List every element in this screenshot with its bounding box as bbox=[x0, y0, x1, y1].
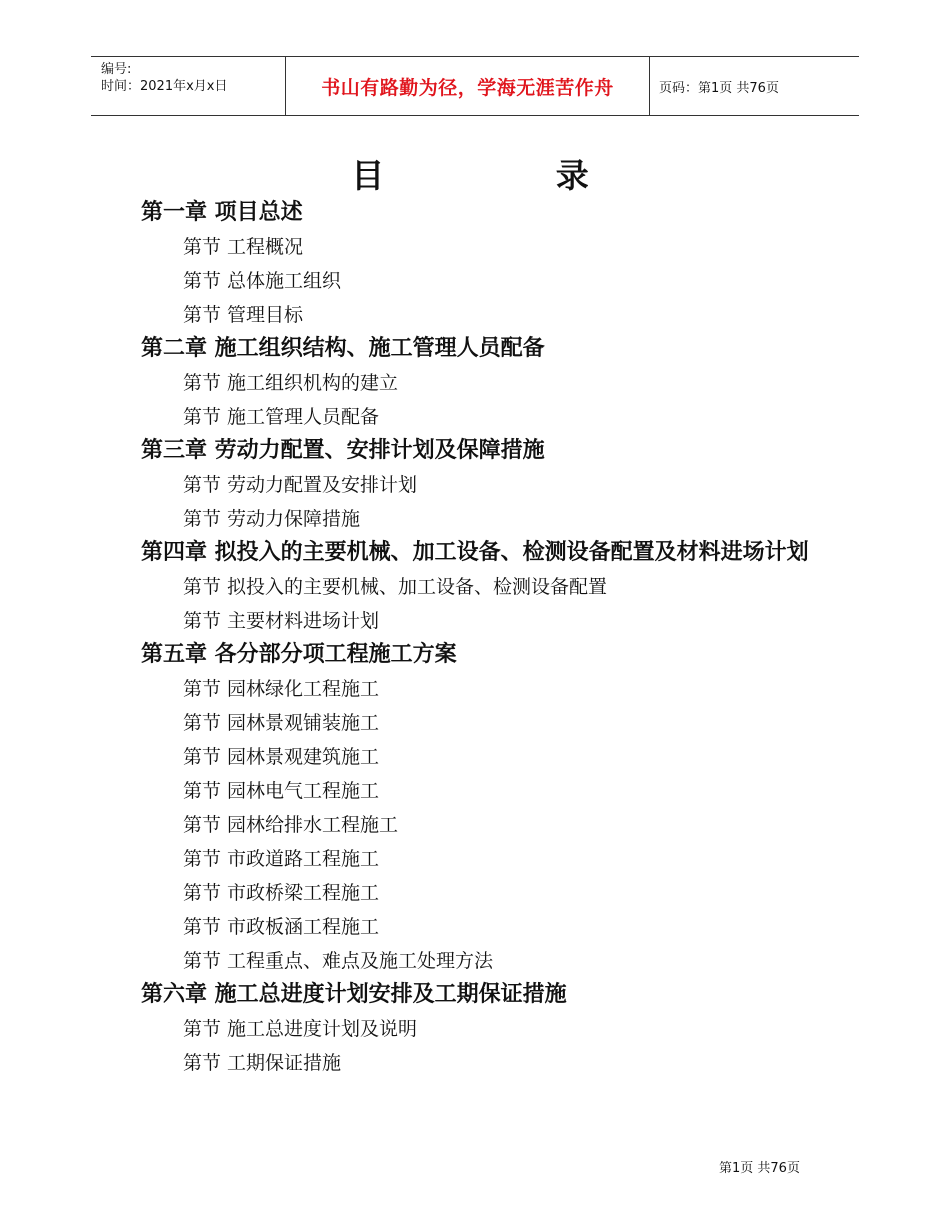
chapter-5-section-1: 第节 园林绿化工程施工 bbox=[183, 678, 380, 700]
chapter-3-title: 第三章 劳动力配置、安排计划及保障措施 bbox=[141, 438, 545, 463]
chapter-2-section-1: 第节 施工组织机构的建立 bbox=[183, 372, 399, 394]
chapter-6-title: 第六章 施工总进度计划安排及工期保证措施 bbox=[141, 982, 567, 1007]
chapter-5-title: 第五章 各分部分项工程施工方案 bbox=[141, 642, 457, 667]
chapter-1-section-1: 第节 工程概况 bbox=[183, 236, 304, 258]
chapter-3-section-1: 第节 劳动力配置及安排计划 bbox=[183, 474, 418, 496]
chapter-2-section-2: 第节 施工管理人员配备 bbox=[183, 406, 380, 428]
chapter-6-section-2: 第节 工期保证措施 bbox=[183, 1052, 342, 1074]
header-number-label: 编号: bbox=[101, 62, 132, 77]
chapter-5-section-7: 第节 市政桥梁工程施工 bbox=[183, 882, 380, 904]
header-time-label: 时间：2021年x月x日 bbox=[101, 79, 228, 94]
chapter-3-section-2: 第节 劳动力保障措施 bbox=[183, 508, 361, 530]
chapter-4-title: 第四章 拟投入的主要机械、加工设备、检测设备配置及材料进场计划 bbox=[141, 540, 809, 565]
chapter-5-section-3: 第节 园林景观建筑施工 bbox=[183, 746, 380, 768]
chapter-4-section-1: 第节 拟投入的主要机械、加工设备、检测设备配置 bbox=[183, 576, 608, 598]
chapter-5-section-9: 第节 工程重点、难点及施工处理方法 bbox=[183, 950, 494, 972]
chapter-5-section-4: 第节 园林电气工程施工 bbox=[183, 780, 380, 802]
page-footer: 第1页 共76页 bbox=[719, 1161, 800, 1176]
table-of-contents bbox=[141, 196, 831, 1080]
chapter-1-title: 第一章 项目总述 bbox=[141, 200, 303, 225]
header-meta bbox=[91, 57, 286, 115]
chapter-1-section-2: 第节 总体施工组织 bbox=[183, 270, 342, 292]
chapter-2-title: 第二章 施工组织结构、施工管理人员配备 bbox=[141, 336, 545, 361]
chapter-4-section-2: 第节 主要材料进场计划 bbox=[183, 610, 380, 632]
chapter-5-section-5: 第节 园林给排水工程施工 bbox=[183, 814, 399, 836]
header-motto: 书山有路勤为径，学海无涯苦作舟 bbox=[286, 57, 650, 115]
header-page-info: 页码：第1页 共76页 bbox=[659, 80, 779, 96]
chapter-5-section-8: 第节 市政板涵工程施工 bbox=[183, 916, 380, 938]
chapter-6-section-1: 第节 施工总进度计划及说明 bbox=[183, 1018, 418, 1040]
chapter-1-section-3: 第节 管理目标 bbox=[183, 304, 304, 326]
toc-title: 目 录 bbox=[351, 156, 669, 195]
chapter-5-section-6: 第节 市政道路工程施工 bbox=[183, 848, 380, 870]
document-header bbox=[91, 56, 859, 116]
chapter-5-section-2: 第节 园林景观铺装施工 bbox=[183, 712, 380, 734]
